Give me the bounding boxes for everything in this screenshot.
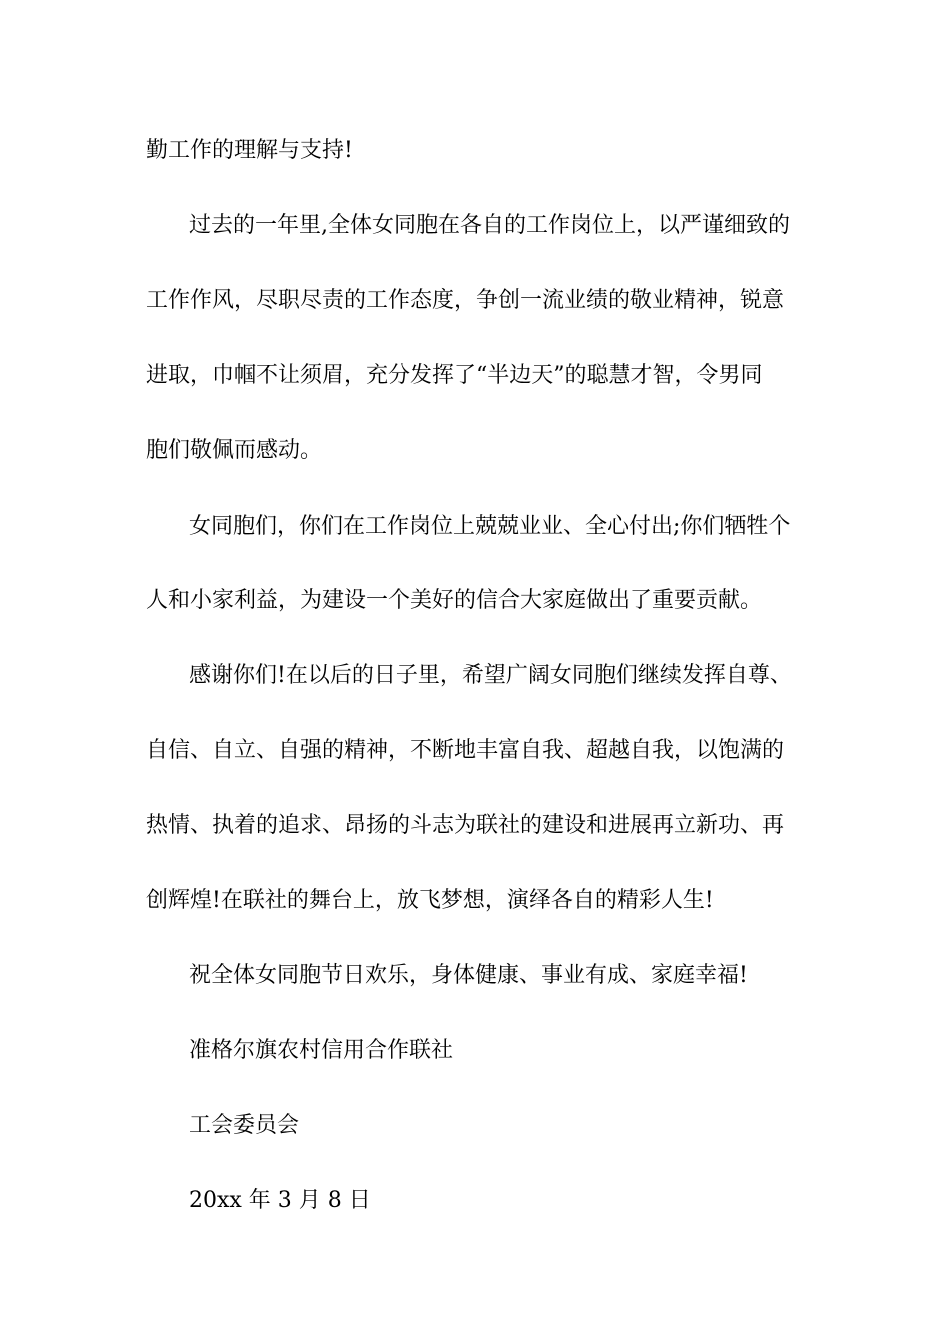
- signature-organization: 准格尔旗农村信用合作联社: [189, 1038, 454, 1063]
- text-line: 人和小家利益，为建设一个美好的信合大家庭做出了重要贡献。: [146, 588, 763, 613]
- text-line: 工作作风，尽职尽责的工作态度，争创一流业绩的敬业精神，锐意: [146, 288, 785, 313]
- text-line: 感谢你们!在以后的日子里，希望广阔女同胞们继续发挥自尊、: [189, 663, 792, 688]
- closing-wish: 祝全体女同胞节日欢乐，身体健康、事业有成、家庭幸福!: [189, 963, 748, 988]
- text-line: 热情、执着的追求、昂扬的斗志为联社的建设和进展再立新功、再: [146, 813, 785, 838]
- signature-date: 20xx 年 3 月 8 日: [189, 1188, 371, 1213]
- text-line: 创辉煌!在联社的舞台上，放飞梦想，演绎各自的精彩人生!: [146, 888, 714, 913]
- text-line: 女同胞们，你们在工作岗位上兢兢业业、全心付出;你们牺牲个: [189, 514, 791, 539]
- text-line: 勤工作的理解与支持!: [146, 138, 353, 163]
- text-line: 自信、自立、自强的精神，不断地丰富自我、超越自我，以饱满的: [146, 738, 785, 763]
- text-line: 过去的一年里,全体女同胞在各自的工作岗位上，以严谨细致的: [189, 213, 790, 238]
- signature-committee: 工会委员会: [189, 1113, 300, 1138]
- text-line: 进取，巾帼不让须眉，充分发挥了“半边天”的聪慧才智，令男同: [146, 363, 763, 388]
- text-line: 胞们敬佩而感动。: [146, 438, 323, 463]
